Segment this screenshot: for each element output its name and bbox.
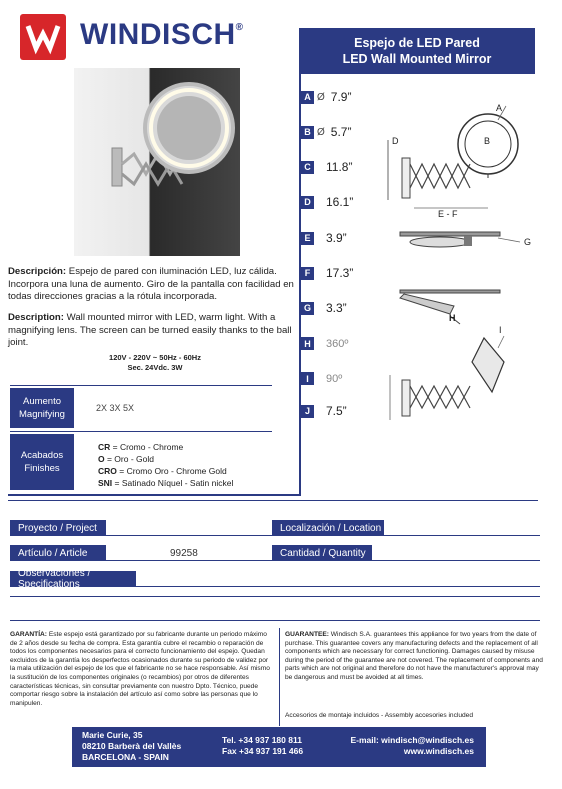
spec-value: 7.9” [330,90,352,104]
footer-contact [72,727,486,767]
spec-row-f [301,266,353,280]
form-location-field[interactable] [384,535,540,536]
top-section-bottom-border [8,494,301,496]
diagram-label-a: A [496,103,503,113]
options-divider-middle [10,431,272,432]
spec-value: 11.8” [326,160,353,174]
form-article-label: Artículo / Article [10,545,106,561]
form-observations-field[interactable] [136,586,540,587]
finishes-list [98,441,233,489]
form-article-field[interactable] [106,560,272,561]
form-quantity-field[interactable] [372,560,540,561]
spec-value: 16.1” [326,195,354,209]
footer-email[interactable]: E-mail: windisch@windisch.es [350,735,474,745]
diameter-symbol: Ø [317,126,325,138]
magnifying-values: 2X 3X 5X [96,403,135,413]
accessories-note: Accesorios de montaje incluidos - Assembly accesories included [285,712,474,719]
diagram-label-i: I [499,325,502,335]
spec-letter: I [301,372,314,385]
form-observations-line-3 [10,620,540,621]
finish-item: CR = Cromo - Chrome [98,442,184,452]
electrical-specs: 120V - 220V ~ 50Hz - 60Hz Sec. 24Vdc. 3W [109,353,201,372]
spec-value: 17.3” [326,266,354,280]
spec-letter: H [301,337,314,350]
spec-value: 3.3” [326,301,347,315]
diagram-label-ef: E - F [438,209,458,219]
diagram-label-d: D [392,136,399,146]
description-en: Description: Wall mounted mirror with LED, warm light. With a magnifying lens. The screen can be turned easily thanks to the ball joint. [8,312,292,348]
spec-row-a [301,90,351,104]
finish-item: CRO = Cromo Oro - Chrome Gold [98,466,227,476]
footer-web [350,735,474,757]
spec-row-h [301,337,348,350]
spec-letter: F [301,267,314,280]
description-es: Descripción: Espejo de pared con iluminación LED, luz cálida. Incorpora una luna de aumento. Giro de la pantalla con facilidad en todas direcciones gracias a la rótula incorporada. [8,266,294,302]
spec-row-d [301,195,353,209]
spec-value: 3.9” [326,231,347,245]
guarantee-divider [279,628,280,726]
diagram-label-h: H [449,313,456,323]
form-line-top [8,500,538,501]
product-title-es: Espejo de LED Pared [354,36,480,50]
spec-value: 5.7” [330,125,352,139]
spec-letter: E [301,232,314,245]
product-title-en: LED Wall Mounted Mirror [342,52,492,66]
form-quantity-label: Cantidad / Quantity [272,545,372,561]
brand-logo-icon [20,14,66,60]
finish-item: SNI = Satinado Níquel - Satin nickel [98,478,234,488]
spec-row-e [301,231,347,245]
spec-row-b [301,125,351,139]
spec-letter: G [301,302,314,315]
options-divider-top [10,385,272,386]
finishes-label: Acabados Finishes [10,434,74,490]
finish-item: O = Oro - Gold [98,454,154,464]
form-observations-line-2 [10,596,540,597]
form-project-field[interactable] [106,535,272,536]
magnifying-label: Aumento Magnifying [10,388,74,428]
spec-letter: B [301,126,314,139]
product-photo [74,68,240,256]
form-project-label: Proyecto / Project [10,520,106,536]
technical-diagram [380,100,550,430]
spec-value: 360º [326,337,349,350]
spec-row-c [301,160,352,174]
footer-address: Marie Curie, 35 08210 Barberà del Vallès BARCELONA - SPAIN [82,730,182,762]
guarantee-en: GUARANTEE: Windisch S.A. guarantees this appliance for two years from the date of purchase. This guarantee covers any manufacturing defects and the replacement of all components which are necessary for correct functioning. Damages caused by misuse during the period of the guarantee are not covered. The replacement of components and parts which are not original and therefore do not have the manufacturer's approval may be dangerous and must be avoided at all times. [285,631,543,681]
diameter-symbol: Ø [317,91,325,103]
form-article-value: 99258 [170,548,198,559]
spec-letter: J [301,405,314,418]
footer-phone: Tel. +34 937 180 811 Fax +34 937 191 466 [222,735,304,756]
brand-name: WINDISCH® [80,18,244,51]
spec-row-j [301,404,347,418]
spec-row-i [301,372,342,385]
spec-value: 90º [326,372,343,385]
spec-letter: A [301,91,314,104]
diagram-label-g: G [524,237,532,247]
diagram-label-b: B [484,136,491,146]
spec-letter: C [301,161,314,174]
product-title [299,28,535,74]
spec-value: 7.5” [326,404,347,418]
guarantee-es: GARANTÍA: Este espejo está garantizado por su fabricante durante un periodo máximo de 2 años desde su fecha de compra. Esta garantía cubre el recambio o reparación de todos los componentes necesarios para el correcto funcionamiento del espejo. Quedan excluidos de la garantía los desperfectos ocasionados durante su periodo de validez por la mala utilización del espejo de los que el fabricante no se hace responsable. Así mismo la sustitución de los componentes originales (o recambios) por otros de diferentes características técnicas, sin consultar previamente con nuestro Dpto. Técnico, puede comportar riesgo sobre la instalación del artículo así como sobre las personas que lo manipulen. [10,631,270,707]
spec-letter: D [301,196,314,209]
spec-row-g [301,301,347,315]
form-location-label: Localización / Location [272,520,384,536]
footer-website[interactable]: www.windisch.es [403,746,474,756]
form-observations-label: Observaciones / Specifications [10,571,136,587]
